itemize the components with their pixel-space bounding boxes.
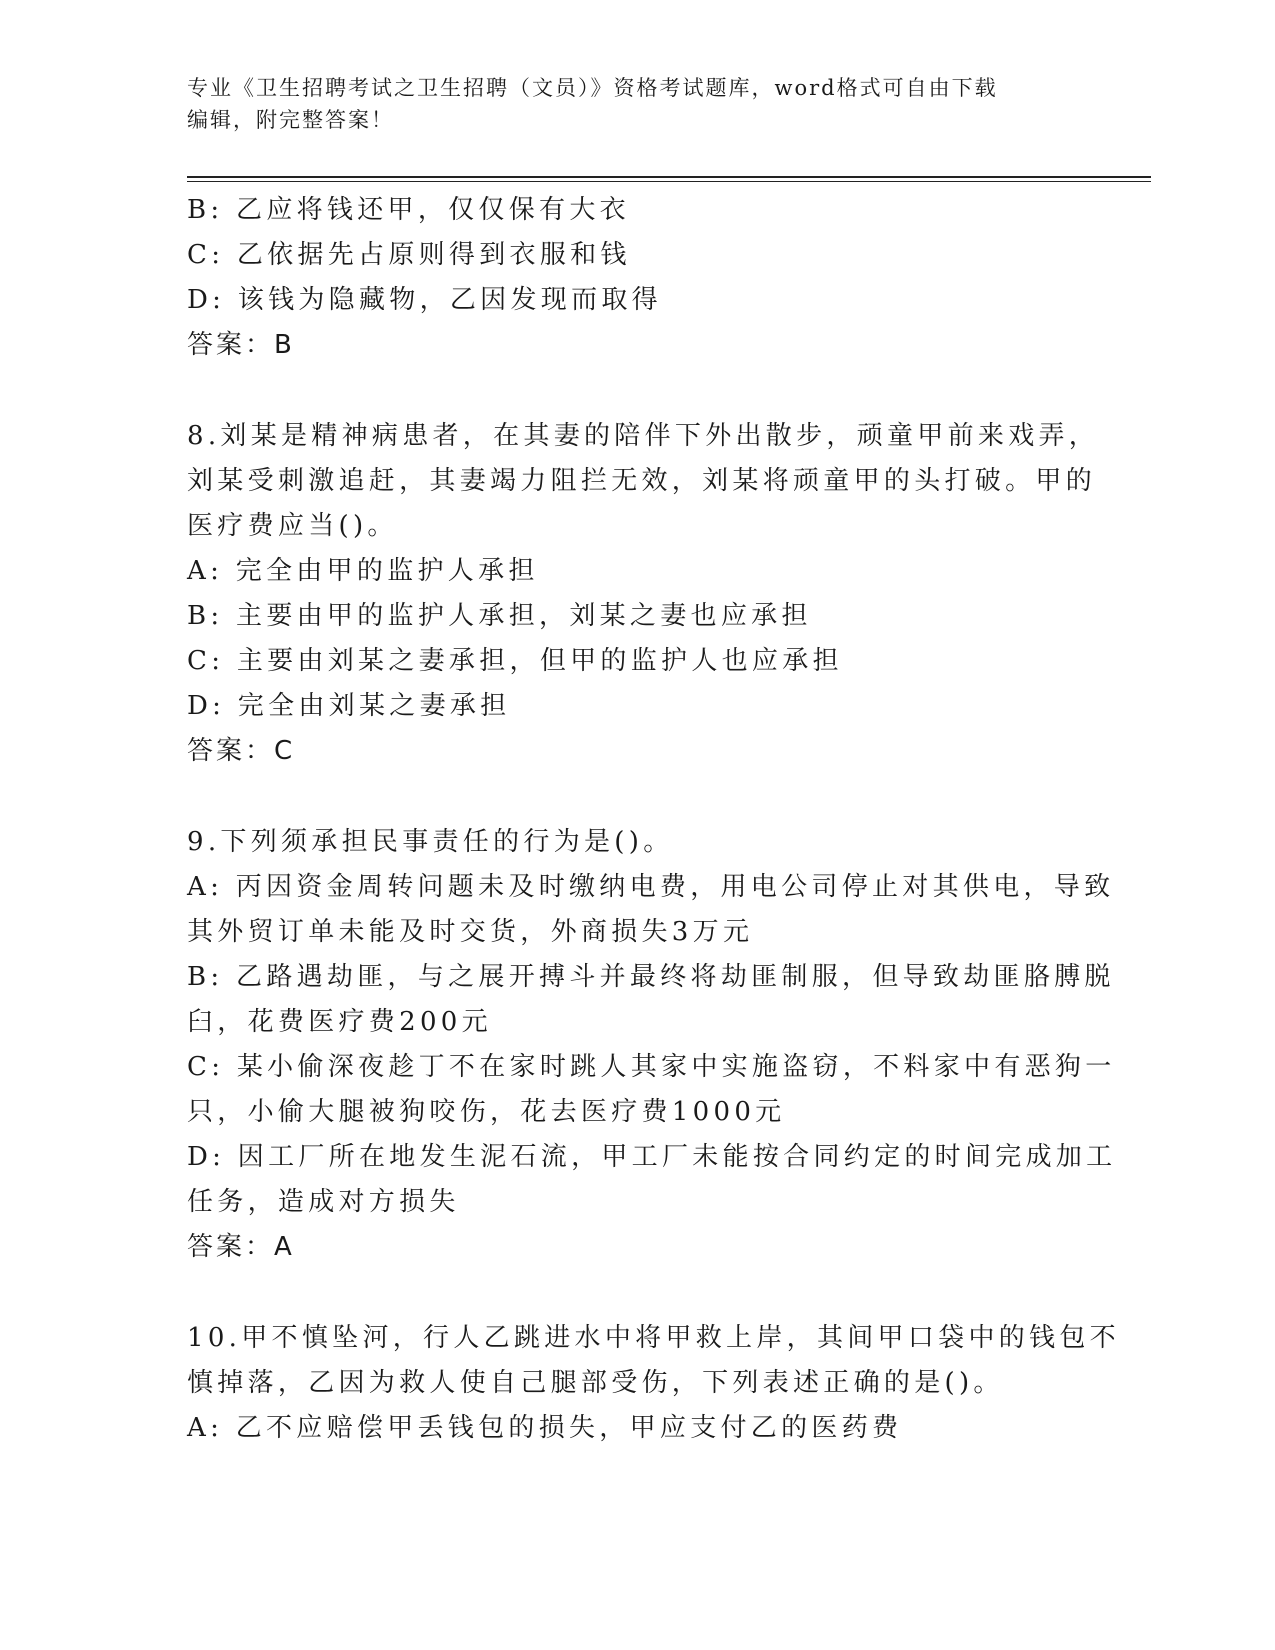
q7-option-c: C: 乙依据先占原则得到衣服和钱 bbox=[187, 240, 631, 270]
q8-option-a: A: 完全由甲的监护人承担 bbox=[187, 556, 539, 586]
q8-option-b: B: 主要由甲的监护人承担，刘某之妻也应承担 bbox=[187, 601, 812, 631]
q10-option-a: A: 乙不应赔偿甲丢钱包的损失，甲应支付乙的医药费 bbox=[187, 1413, 903, 1443]
q8-option-c: C: 主要由刘某之妻承担，但甲的监护人也应承担 bbox=[187, 646, 843, 676]
q8-stem-line-2: 刘某受刺激追赶，其妻竭力阻拦无效，刘某将顽童甲的头打破。甲的 bbox=[187, 466, 1097, 496]
q8-answer: 答案：C bbox=[187, 736, 296, 766]
q9-option-d-line-1: D: 因工厂所在地发生泥石流，甲工厂未能按合同约定的时间完成加工 bbox=[187, 1142, 1117, 1172]
header-title-line-2: 编辑，附完整答案！ bbox=[187, 108, 394, 132]
question-8 bbox=[187, 414, 1100, 774]
spacer bbox=[187, 1270, 1067, 1316]
q7-answer: 答案：B bbox=[187, 330, 295, 360]
spacer bbox=[187, 774, 1067, 820]
q8-stem-line-3: 医疗费应当()。 bbox=[187, 511, 398, 541]
spacer bbox=[187, 368, 1067, 414]
q9-option-d-line-2: 任务，造成对方损失 bbox=[187, 1187, 460, 1217]
q9-option-b-line-2: 臼，花费医疗费200元 bbox=[187, 1007, 492, 1037]
q9-option-b-line-1: B: 乙路遇劫匪，与之展开搏斗并最终将劫匪制服，但导致劫匪胳膊脱 bbox=[187, 962, 1115, 992]
q8-stem-line-1: 8.刘某是精神病患者，在其妻的陪伴下外出散步，顽童甲前来戏弄， bbox=[187, 421, 1100, 451]
header-divider-thin bbox=[187, 181, 1151, 182]
q9-option-c-line-2: 只，小偷大腿被狗咬伤，花去医疗费1000元 bbox=[187, 1097, 786, 1127]
q7-option-d: D: 该钱为隐藏物，乙因发现而取得 bbox=[187, 285, 662, 315]
q8-option-d: D: 完全由刘某之妻承担 bbox=[187, 691, 511, 721]
question-7 bbox=[187, 188, 1067, 368]
q9-option-c-line-1: C: 某小偷深夜趁丁不在家时跳人其家中实施盗窃，不料家中有恶狗一 bbox=[187, 1052, 1116, 1082]
page-header bbox=[187, 72, 1067, 136]
header-divider-thick bbox=[187, 176, 1151, 178]
q7-option-b: B: 乙应将钱还甲，仅仅保有大衣 bbox=[187, 195, 630, 225]
header-title-line-1: 专业《卫生招聘考试之卫生招聘（文员）》资格考试题库，word格式可自由下载 bbox=[187, 76, 998, 100]
question-9 bbox=[187, 820, 1117, 1270]
q9-stem: 9.下列须承担民事责任的行为是()。 bbox=[187, 827, 674, 857]
q10-stem-line-2: 慎掉落，乙因为救人使自己腿部受伤，下列表述正确的是()。 bbox=[187, 1368, 1004, 1398]
question-10 bbox=[187, 1316, 1120, 1451]
q9-option-a-line-1: A: 丙因资金周转问题未及时缴纳电费，用电公司停止对其供电，导致 bbox=[187, 872, 1115, 902]
q10-stem-line-1: 10.甲不慎坠河，行人乙跳进水中将甲救上岸，其间甲口袋中的钱包不 bbox=[187, 1323, 1120, 1353]
q9-option-a-line-2: 其外贸订单未能及时交货，外商损失3万元 bbox=[187, 917, 754, 947]
question-list bbox=[187, 188, 1120, 1451]
q9-answer: 答案：A bbox=[187, 1232, 295, 1262]
